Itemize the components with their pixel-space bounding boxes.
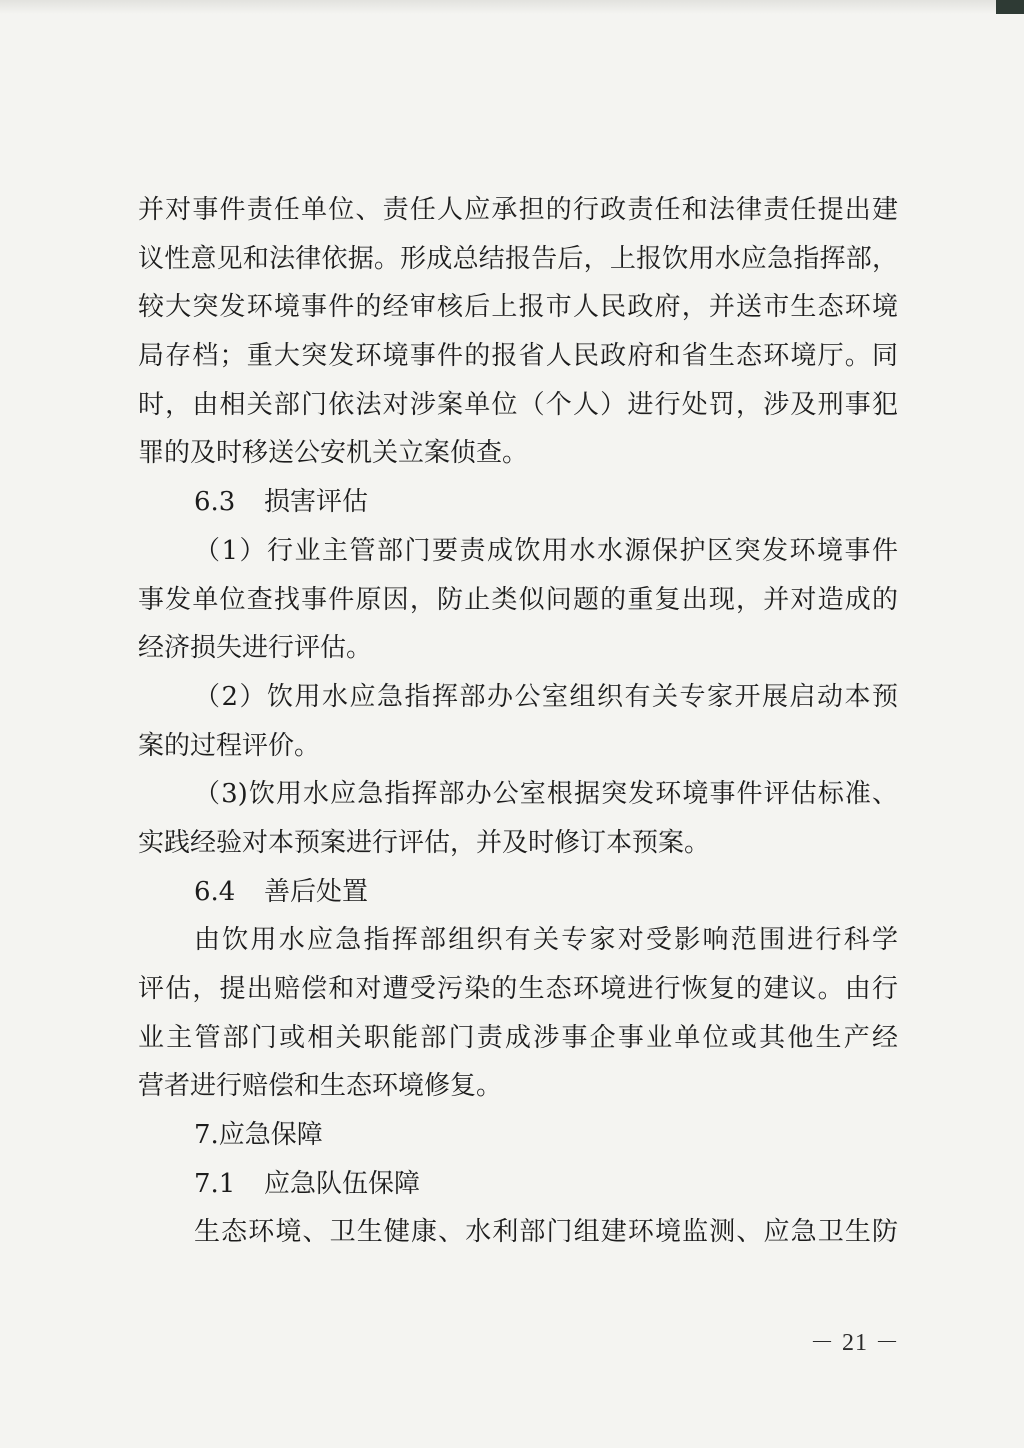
- section-title: 善后处置: [264, 876, 369, 907]
- item-line: 经济损失进行评估。: [138, 633, 373, 664]
- paragraph-line: 议性意见和法律依据。形成总结报告后，上报饮用水应急指挥部，: [138, 243, 898, 274]
- section-title: 损害评估: [264, 487, 369, 518]
- document-body: [138, 186, 898, 1257]
- item-line: 实践经验对本预案进行评估，并及时修订本预案。: [138, 827, 711, 858]
- paragraph-line: 生态环境、卫生健康、水利部门组建环境监测、应急卫生防: [194, 1217, 898, 1248]
- section-number: 6.3: [194, 487, 236, 518]
- paragraph-line: 并对事件责任单位、责任人应承担的行政责任和法律责任提出建: [138, 195, 898, 225]
- paragraph-line: 局存档；重大突发环境事件的报省人民政府和省生态环境厅。同: [138, 341, 898, 372]
- section-heading-6-4: [138, 868, 898, 917]
- paragraph-line: 罪的及时移送公安机关立案侦查。: [138, 438, 529, 469]
- item-line: （2）饮用水应急指挥部办公室组织有关专家开展启动本预: [194, 681, 898, 712]
- paragraph-line: 营者进行赔偿和生态环境修复。: [138, 1071, 503, 1102]
- section-heading-7: 7.应急保障: [194, 1120, 323, 1151]
- scan-corner-mark: [996, 0, 1024, 14]
- section-number: 7.1: [194, 1168, 236, 1199]
- paragraph-line: 由饮用水应急指挥部组织有关专家对受影响范围进行科学: [194, 925, 898, 956]
- section-heading-7-1: [138, 1160, 898, 1209]
- section-number: 6.4: [194, 876, 236, 907]
- paragraph-line: 较大突发环境事件的经审核后上报市人民政府，并送市生态环境: [138, 292, 898, 323]
- paragraph-line: 时，由相关部门依法对涉案单位（个人）进行处罚，涉及刑事犯: [138, 389, 898, 420]
- item-line: （1）行业主管部门要责成饮用水水源保护区突发环境事件: [194, 535, 898, 566]
- item-line: （3)饮用水应急指挥部办公室根据突发环境事件评估标准、: [194, 779, 898, 810]
- paragraph-line: 业主管部门或相关职能部门责成涉事企事业单位或其他生产经: [138, 1022, 898, 1053]
- item-line: 案的过程评价。: [138, 730, 321, 761]
- section-title: 应急队伍保障: [264, 1168, 421, 1199]
- page-number: － 21 －: [810, 1330, 900, 1356]
- paragraph-line: 评估，提出赔偿和对遭受污染的生态环境进行恢复的建议。由行: [138, 974, 898, 1004]
- item-line: 事发单位查找事件原因，防止类似问题的重复出现，并对造成的: [138, 584, 898, 615]
- section-heading-6-3: [138, 478, 898, 527]
- scan-top-edge: [0, 0, 1024, 14]
